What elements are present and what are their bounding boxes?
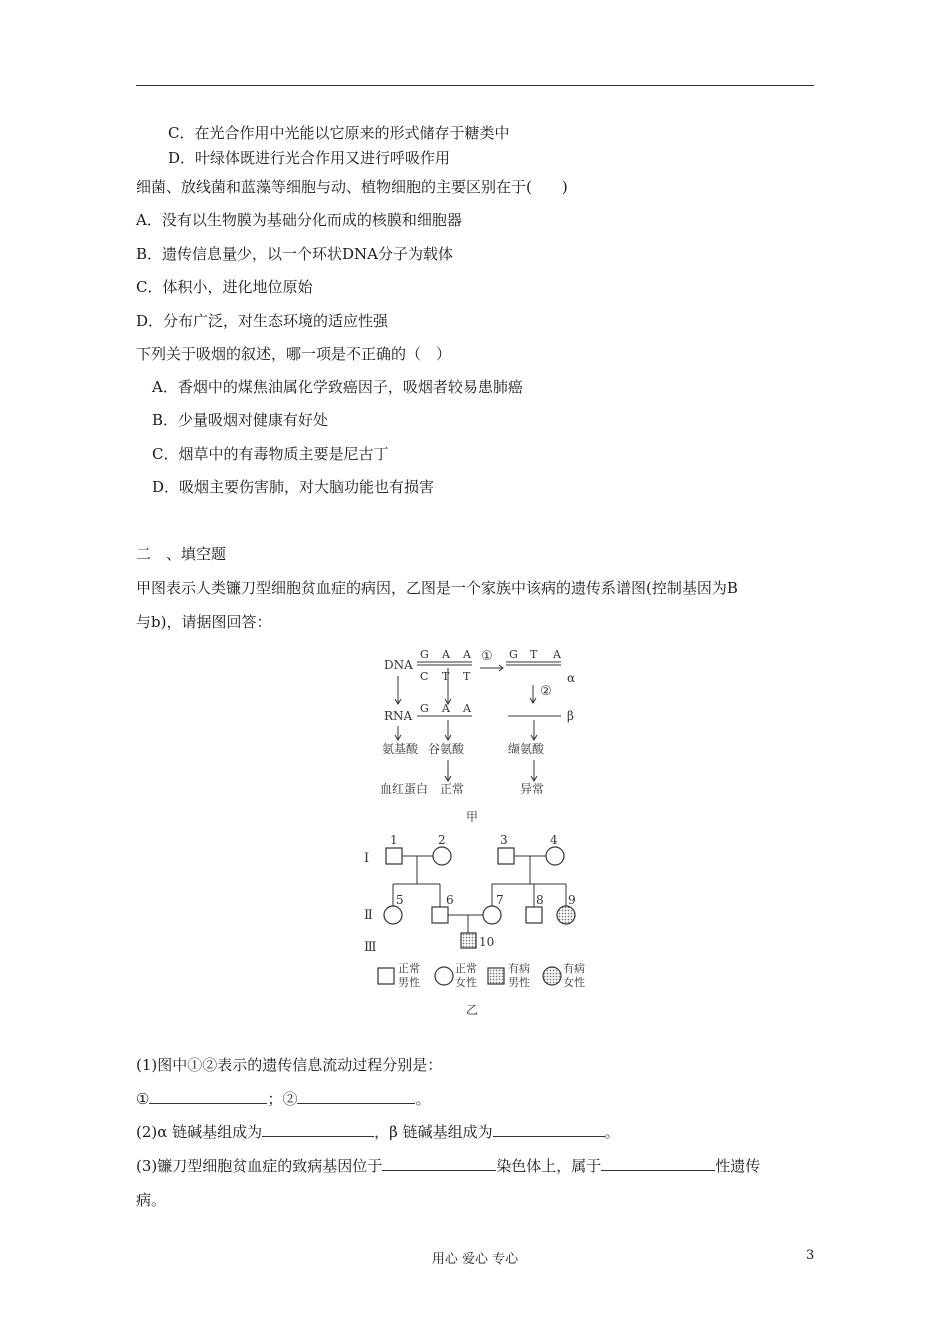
- q3-text-a: (3)镰刀型细胞贫血症的致病基因位于: [136, 1157, 383, 1175]
- base: T: [442, 670, 450, 683]
- pedigree-diagram: [360, 828, 600, 1020]
- generation-label: Ⅲ: [364, 940, 377, 955]
- answer-blank-1[interactable]: [149, 1089, 267, 1104]
- generation-label: Ⅱ: [364, 908, 373, 923]
- female-affected: [557, 906, 575, 924]
- base: T: [530, 648, 538, 661]
- option-a: A．香烟中的煤焦油属化学致癌因子，吸烟者较易患肺癌: [152, 378, 523, 396]
- glu-label: 谷氨酸: [428, 742, 465, 756]
- legend-label: 正常: [398, 962, 420, 975]
- page-number: 3: [806, 1248, 815, 1263]
- legend-male-affected: [488, 968, 504, 984]
- individual-id: 9: [568, 893, 576, 907]
- individual-id: 5: [396, 893, 404, 907]
- option-b: B．遗传信息量少，以一个环状DNA分子为载体: [136, 245, 454, 263]
- intro-text: 甲图表示人类镰刀型细胞贫血症的病因，乙图是一个家族中该病的遗传系谱图(控制基因为B: [136, 579, 738, 597]
- individual-id: 4: [550, 833, 558, 847]
- question-2: [136, 1122, 620, 1142]
- legend-label: 正常: [455, 962, 477, 975]
- legend-male-normal: [378, 968, 394, 984]
- legend-label: 有病: [508, 962, 530, 975]
- question-3: [136, 1156, 760, 1176]
- answer-blank-chromosome[interactable]: [382, 1156, 496, 1171]
- base: G: [420, 702, 429, 715]
- q2-text-a: (2)α 链碱基组成为: [136, 1123, 263, 1141]
- base: A: [442, 648, 450, 661]
- legend-female-normal: [435, 967, 453, 985]
- abnormal-label: 异常: [520, 782, 545, 796]
- amino-acid-label: 氨基酸: [382, 742, 419, 756]
- legend-label: 男性: [508, 976, 530, 989]
- answer-blank-2[interactable]: [297, 1089, 415, 1104]
- base: A: [442, 702, 450, 715]
- base: T: [463, 670, 471, 683]
- question-stem: 下列关于吸烟的叙述，哪一项是不正确的（ ）: [136, 345, 452, 363]
- question-stem: 细菌、放线菌和蓝藻等细胞与动、植物细胞的主要区别在于( ): [136, 178, 568, 196]
- legend-female-affected: [543, 967, 561, 985]
- answer-blank-beta[interactable]: [493, 1122, 605, 1137]
- option-c: C．体积小，进化地位原始: [136, 278, 313, 296]
- answer-blank-alpha[interactable]: [262, 1122, 374, 1137]
- female-normal: [546, 847, 564, 865]
- male-normal: [386, 848, 402, 864]
- question-3-continued: 病。: [136, 1191, 167, 1209]
- base: G: [420, 648, 429, 661]
- individual-id: 3: [500, 833, 508, 847]
- base: A: [463, 702, 471, 715]
- answer-1-label: ①: [136, 1090, 150, 1108]
- step1-marker: ①: [481, 649, 493, 664]
- female-normal: [483, 906, 501, 924]
- male-normal: [432, 907, 448, 923]
- male-affected: [461, 933, 476, 948]
- normal-label: 正常: [440, 782, 465, 796]
- period: 。: [604, 1123, 620, 1141]
- male-normal: [498, 848, 514, 864]
- dna-label: DNA: [384, 658, 413, 672]
- q2-text-b: ，β 链碱基组成为: [374, 1123, 493, 1141]
- answer-blank-inheritance[interactable]: [601, 1156, 715, 1171]
- q3-text-c: 性遗传: [715, 1157, 761, 1175]
- mutation-diagram: [370, 640, 600, 830]
- individual-id: 10: [479, 935, 495, 949]
- male-normal: [526, 907, 542, 923]
- legend-label: 有病: [563, 962, 585, 975]
- option-b: B．少量吸烟对健康有好处: [152, 411, 329, 429]
- header-rule: [136, 85, 814, 86]
- option-d: D．分布广泛，对生态环境的适应性强: [136, 312, 389, 330]
- q3-text-b: 染色体上，属于: [496, 1157, 602, 1175]
- page-footer: 用心 爱心 专心: [431, 1252, 519, 1267]
- female-normal: [433, 847, 451, 865]
- beta-label: β: [567, 709, 574, 723]
- question-1: (1)图中①②表示的遗传信息流动过程分别是：: [136, 1056, 443, 1074]
- intro-text: 与b)，请据图回答：: [136, 613, 272, 631]
- legend-label: 女性: [563, 976, 585, 989]
- generation-label: Ⅰ: [364, 851, 370, 866]
- legend-label: 女性: [455, 976, 477, 989]
- step2-marker: ②: [540, 684, 552, 699]
- base: C: [420, 670, 429, 683]
- legend-label: 男性: [398, 976, 420, 989]
- question-1-answers: [136, 1089, 430, 1109]
- option-d: D．叶绿体既进行光合作用又进行呼吸作用: [168, 149, 451, 167]
- option-d: D．吸烟主要伤害肺，对大脑功能也有损害: [152, 478, 435, 496]
- option-c: C．烟草中的有毒物质主要是尼古丁: [152, 445, 389, 463]
- val-label: 缬氨酸: [508, 742, 545, 756]
- individual-id: 8: [536, 893, 544, 907]
- separator: ；②: [267, 1090, 298, 1108]
- base: A: [463, 648, 471, 661]
- individual-id: 1: [390, 833, 398, 847]
- section-heading: 二 、填空题: [136, 545, 227, 563]
- base: G: [509, 648, 518, 661]
- alpha-label: α: [567, 671, 576, 685]
- hemoglobin-label: 血红蛋白: [380, 782, 429, 796]
- rna-label: RNA: [384, 709, 413, 723]
- diagram-caption: 甲: [466, 810, 479, 824]
- option-a: A．没有以生物膜为基础分化而成的核膜和细胞器: [136, 211, 462, 229]
- base: A: [553, 648, 561, 661]
- individual-id: 6: [446, 893, 454, 907]
- period: 。: [415, 1090, 431, 1108]
- individual-id: 7: [496, 893, 504, 907]
- individual-id: 2: [438, 833, 446, 847]
- diagram-caption: 乙: [466, 1003, 479, 1017]
- option-c: C．在光合作用中光能以它原来的形式储存于糖类中: [168, 124, 510, 142]
- female-normal: [384, 906, 402, 924]
